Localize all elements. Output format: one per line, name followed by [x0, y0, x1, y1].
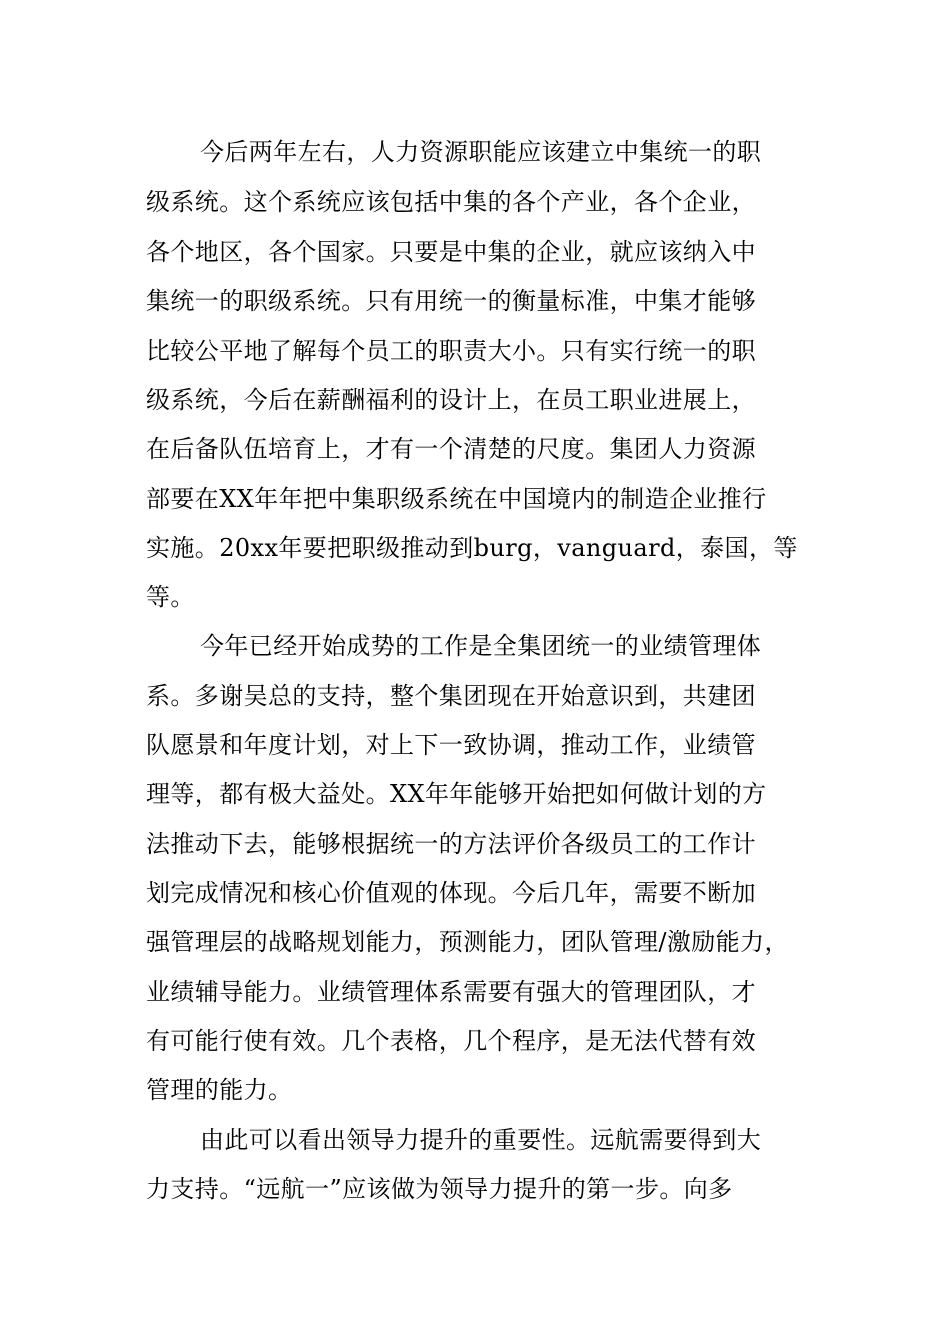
- text-line: 强管理层的战略规划能力，预测能力，团队管理/激励能力，: [146, 928, 789, 956]
- text-line: 比较公平地了解每个员工的职责大小。只有实行统一的职: [146, 337, 756, 365]
- text-line: 划完成情况和核心价值观的体现。今后几年，需要不断加: [146, 879, 756, 907]
- text-line: 等。: [146, 583, 195, 611]
- text-line: 今后两年左右，人力资源职能应该建立中集统一的职: [200, 138, 762, 166]
- text-line: 力支持。“远航一”应该做为领导力提升的第一步。向多: [146, 1175, 733, 1203]
- text-line: 级系统。这个系统应该包括中集的各个产业，各个企业，: [146, 188, 756, 216]
- text-line: 理等，都有极大益处。XX年年能够开始把如何做计划的方: [146, 780, 767, 808]
- text-line: 业绩辅导能力。业绩管理体系需要有强大的管理团队，才: [146, 978, 756, 1006]
- text-line: 实施。20xx年要把职级推动到burg，vanguard，泰国，等: [146, 534, 798, 562]
- text-line: 系。多谢吴总的支持，整个集团现在开始意识到，共建团: [146, 682, 756, 710]
- text-line: 各个地区，各个国家。只要是中集的企业，就应该纳入中: [146, 238, 756, 266]
- text-line: 级系统，今后在薪酬福利的设计上，在员工职业进展上，: [146, 386, 756, 414]
- text-line: 管理的能力。: [146, 1076, 293, 1104]
- text-line: 由此可以看出领导力提升的重要性。远航需要得到大: [200, 1126, 762, 1154]
- text-line: 有可能行使有效。几个表格，几个程序，是无法代替有效: [146, 1027, 756, 1055]
- text-line: 部要在XX年年把中集职级系统在中国境内的制造企业推行: [146, 485, 767, 513]
- text-line: 在后备队伍培育上，才有一个清楚的尺度。集团人力资源: [146, 435, 756, 463]
- text-line: 今年已经开始成势的工作是全集团统一的业绩管理体: [200, 632, 762, 660]
- text-line: 集统一的职级系统。只有用统一的衡量标准，中集才能够: [146, 287, 756, 315]
- text-line: 法推动下去，能够根据统一的方法评价各级员工的工作计: [146, 830, 756, 858]
- text-line: 队愿景和年度计划，对上下一致协调，推动工作，业绩管: [146, 731, 756, 759]
